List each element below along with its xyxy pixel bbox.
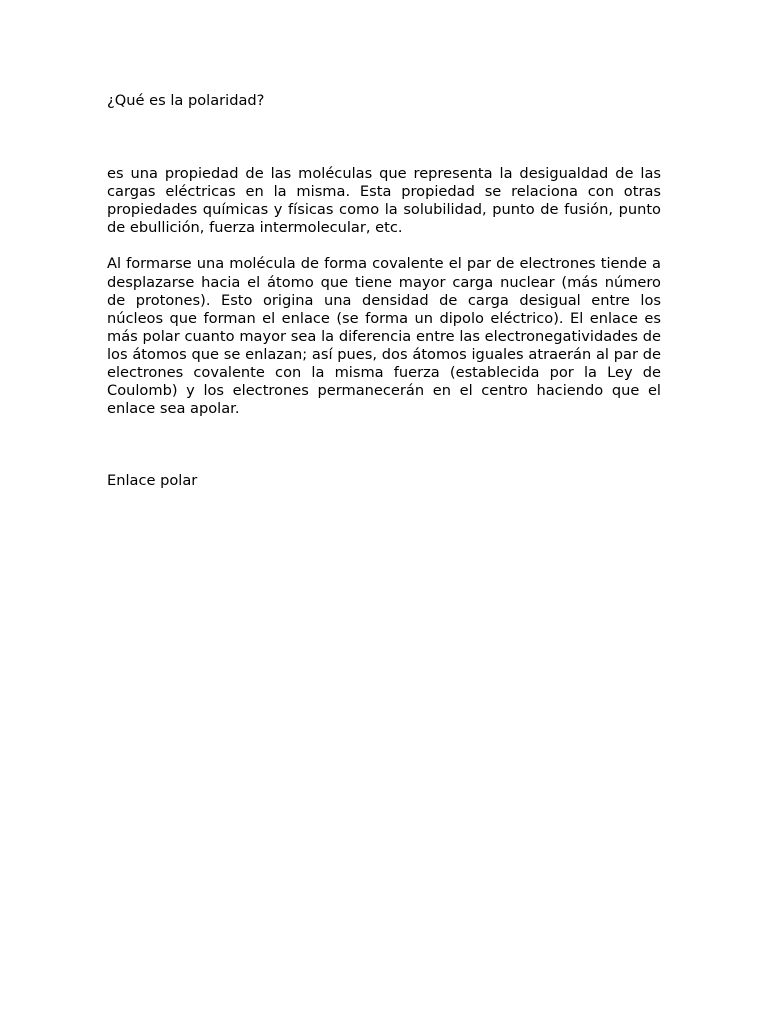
section-heading-enlace-polar: Enlace polar [107, 472, 198, 490]
document-title: ¿Qué es la polaridad? [107, 92, 265, 109]
paragraph-definition: es una propiedad de las moléculas que representa la desigualdad de las cargas eléctricas en la misma. Esta propiedad se relaciona con otras propiedades químicas y físicas como la solubilidad, punto de fusión, punto de ebullición, fuerza intermolecular, etc. [107, 165, 661, 237]
document-body [107, 92, 661, 490]
paragraph-covalent-bond: Al formarse una molécula de forma covalente el par de electrones tiende a desplazarse hacia el átomo que tiene mayor carga nuclear (más número de protones). Esto origina una densidad de carga desigual entre los núcleos que forman el enlace (se forma un dipolo eléctrico). El enlace es más polar cuanto mayor sea la diferencia entre las electronegatividades de los átomos que se enlazan; así pues, dos átomos iguales atraerán al par de electrones covalente con la misma fuerza (establecida por la Ley de Coulomb) y los electrones permanecerán en el centro haciendo que el enlace sea apolar. [107, 255, 661, 418]
